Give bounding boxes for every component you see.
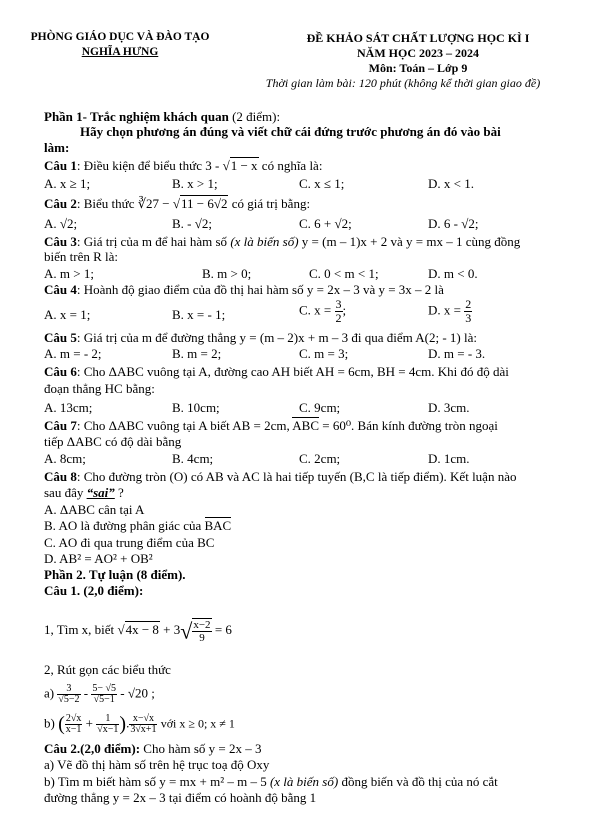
q7-option-b: B. 4cm;: [172, 451, 214, 466]
question-3: Câu 3: Giá trị của m để hai hàm số (x là biến số) y = (m – 1)x + 2 và y = mx – 1 cùng đồng: [44, 234, 521, 249]
question-7: Câu 7: Cho ΔABC vuông tại A biết AB = 2cm, ABC = 60⁰. Bán kính đường tròn ngoại: [44, 418, 498, 433]
q4-option-a: A. x = 1;: [44, 307, 91, 322]
question-6-line2: đoạn thẳng HC bằng:: [44, 381, 155, 396]
q8-option-c: C. AO đi qua trung điểm của BC: [44, 535, 215, 550]
q6-option-d: D. 3cm.: [428, 400, 470, 415]
subject: Môn: Toán – Lớp 9: [368, 61, 468, 75]
q6-option-a: A. 13cm;: [44, 400, 93, 415]
part2-title: Phần 2. Tự luận (8 điểm).: [44, 567, 186, 582]
q7-option-d: D. 1cm.: [428, 451, 470, 466]
instruction-line2: làm:: [44, 140, 70, 155]
question-2b: b) Tìm m biết hàm số y = mx + m² – m – 5 (x là biến số) đồng biến và đồ thị của nó cắt: [44, 774, 498, 789]
q1-option-c: C. x ≤ 1;: [299, 176, 345, 191]
district-name: NGHĨA HƯNG: [81, 46, 159, 58]
q4-option-d: D. x = $\frac{2}{3}$: [428, 297, 472, 325]
q2-option-c: C. 6 + √2;: [299, 216, 352, 231]
question-6: Câu 6: Cho ΔABC vuông tại A, đường cao AH biết AH = 6cm, BH = 4cm. Khi đó độ dài: [44, 364, 509, 379]
q6-option-c: C. 9cm;: [299, 400, 341, 415]
question-8: Câu 8: Cho đường tròn (O) có AB và AC là hai tiếp tuyến (B,C là tiếp điểm). Kết luận nào: [44, 469, 517, 484]
question-8-line2: sau đây “sai” ?: [44, 485, 124, 500]
q4-option-c: C. x = $\frac{3}{2}$ ;: [299, 297, 347, 325]
q8-option-a: A. ΔABC cân tại A: [44, 502, 145, 517]
q3-option-a: A. m > 1;: [44, 266, 94, 281]
q5-option-d: D. m = - 3.: [428, 346, 486, 361]
question-1-part2b: b) ( $\frac{2√x}{x-1}$ + $\frac{1}{√x-1}$ ). $\frac{x-√x}{3√x+1}$ với x ≥ 0; x ≠ 1: [44, 713, 235, 735]
q7-option-c: C. 2cm;: [299, 451, 341, 466]
question-2a: a) Vẽ đồ thị hàm số trên hệ trục toạ độ Oxy: [44, 757, 270, 772]
q7-option-a: A. 8cm;: [44, 451, 86, 466]
q3-option-c: C. 0 < m < 1;: [309, 266, 379, 281]
q3-option-b: B. m > 0;: [202, 266, 252, 281]
q2-option-a: A. √2;: [44, 216, 78, 231]
part2-question1-title: Câu 1. (2,0 điểm):: [44, 583, 144, 598]
question-3-line2: biến trên R là:: [44, 249, 119, 264]
q2-option-b: B. - √2;: [172, 216, 212, 231]
dept-name: PHÒNG GIÁO DỤC VÀ ĐÀO TẠO: [30, 31, 210, 43]
question-1-part2a: a) $\frac{3}{√5-2}$ - $\frac{5- √5}{√5-1}$ - √20 ;: [44, 683, 155, 705]
q5-option-c: C. m = 3;: [299, 346, 349, 361]
question-2b-line2: đường thẳng y = 2x – 3 tại điểm có hoành độ bằng 1: [44, 790, 317, 805]
school-year: NĂM HỌC 2023 – 2024: [357, 46, 479, 60]
q6-option-b: B. 10cm;: [172, 400, 220, 415]
question-4: Câu 4: Hoành độ giao điểm của đồ thị hai hàm số y = 2x – 3 và y = 3x – 2 là: [44, 282, 444, 297]
question-1-part1: 1, Tìm x, biết √4x − 8 + 3√ $\frac{x-2}{9}$ = 6: [44, 618, 232, 644]
q3-option-d: D. m < 0.: [428, 266, 478, 281]
question-1: Câu 1: Điều kiện để biểu thức 3 - √1 − x có nghĩa là:: [44, 158, 323, 173]
q1-option-a: A. x ≥ 1;: [44, 176, 91, 191]
q5-option-a: A. m = - 2;: [44, 346, 102, 361]
question-2: Câu 2: Biểu thức ∛27 − √11 − 6√2 có giá trị bằng:: [44, 196, 311, 211]
q8-option-d: D. AB² = AO² + OB²: [44, 551, 153, 566]
part2-question2: Câu 2.(2,0 điểm): Cho hàm số y = 2x – 3: [44, 741, 262, 756]
question-5: Câu 5: Giá trị của m để đường thẳng y = (m – 2)x + m – 3 đi qua điểm A(2; - 1) là:: [44, 330, 477, 345]
part1-title: Phần 1- Trắc nghiệm khách quan (2 điểm):: [44, 109, 281, 124]
q8-option-b: B. AO là đường phân giác của BAC: [44, 518, 232, 533]
instruction-line1: Hãy chọn phương án đúng và viết chữ cái đứng trước phương án đó vào bài: [80, 124, 501, 139]
q2-option-d: D. 6 - √2;: [428, 216, 479, 231]
time-note: Thời gian làm bài: 120 phút (không kể thời gian giao đề): [265, 76, 541, 90]
exam-title: ĐỀ KHẢO SÁT CHẤT LƯỢNG HỌC KÌ I: [306, 31, 530, 45]
q1-option-b: B. x > 1;: [172, 176, 218, 191]
question-1-part2: 2, Rút gọn các biểu thức: [44, 662, 171, 677]
question-7-line2: tiếp ΔABC có độ dài bằng: [44, 434, 182, 449]
q5-option-b: B. m = 2;: [172, 346, 222, 361]
q4-option-b: B. x = - 1;: [172, 307, 226, 322]
q1-option-d: D. x < 1.: [428, 176, 474, 191]
